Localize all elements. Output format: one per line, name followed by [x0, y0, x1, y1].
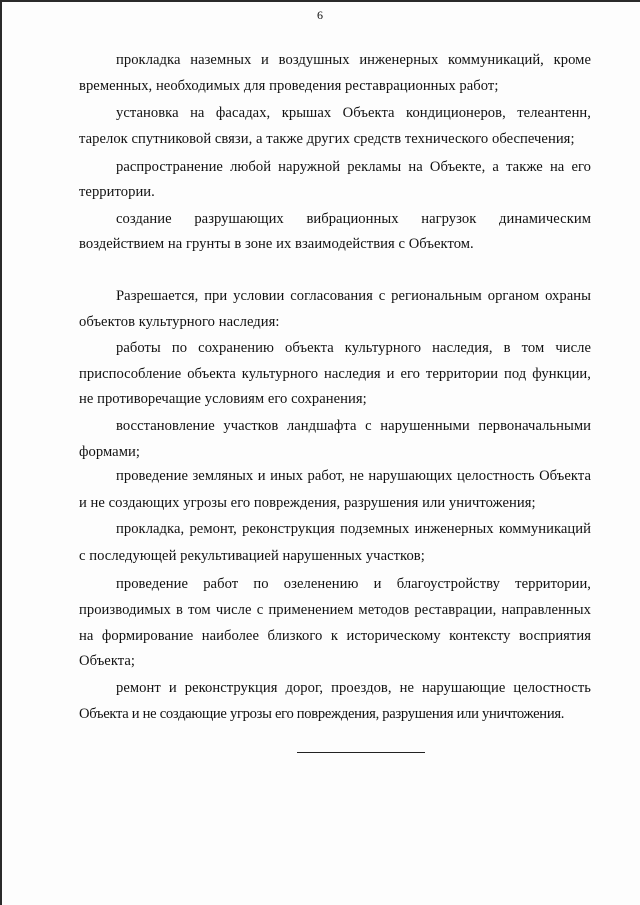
paragraph-8-line-2: и не создающих угрозы его повреждения, разрушения или уничтожения; — [79, 495, 536, 511]
paragraph-11-line-2: Объекта и не создающие угрозы его повреждения, разрушения или уничтожения. — [79, 706, 565, 722]
paragraph-1-line-2: временных, необходимых для проведения реставрационных работ; — [79, 78, 499, 94]
paragraph-8-line-1: проведение земляных и иных работ, не нарушающих целостность Объекта — [116, 468, 591, 484]
paragraph-4-line-2: воздействием на грунты в зоне их взаимодействия с Объектом. — [79, 236, 474, 252]
paragraph-3-line-1: распространение любой наружной рекламы на Объекте, а также на его — [116, 159, 591, 175]
paragraph-9-line-1: прокладка, ремонт, реконструкция подземных инженерных коммуникаций — [116, 521, 591, 537]
paragraph-10-line-3: на формирование наиболее близкого к историческому контексту восприятия — [79, 628, 591, 644]
paragraph-5-line-1: Разрешается, при условии согласования с региональным органом охраны — [116, 288, 591, 304]
paragraph-7-line-1: восстановление участков ландшафта с нарушенными первоначальными — [116, 418, 591, 434]
paragraph-6-line-1: работы по сохранению объекта культурного наследия, в том числе — [116, 340, 591, 356]
paragraph-2-line-1: установка на фасадах, крышах Объекта кондиционеров, телеантенн, — [116, 105, 591, 121]
scan-edge-left — [0, 0, 2, 905]
paragraph-6-line-2: приспособление объекта культурного наследия и его территории под функции, — [79, 366, 591, 382]
paragraph-5-line-2: объектов культурного наследия: — [79, 314, 280, 330]
paragraph-4-line-1: создание разрушающих вибрационных нагрузок динамическим — [116, 211, 591, 227]
paragraph-10-line-1: проведение работ по озеленению и благоустройству территории, — [116, 576, 591, 592]
paragraph-6-line-3: не противоречащие условиям его сохранения; — [79, 391, 367, 407]
paragraph-3-line-2: территории. — [79, 184, 155, 200]
paragraph-10-line-4: Объекта; — [79, 653, 136, 669]
scan-edge-top — [0, 0, 640, 2]
closing-divider-line — [297, 752, 425, 753]
paragraph-2-line-2: тарелок спутниковой связи, а также других средств технического обеспечения; — [79, 131, 575, 147]
paragraph-9-line-2: с последующей рекультивацией нарушенных участков; — [79, 548, 425, 564]
page-number: 6 — [317, 8, 323, 22]
paragraph-1-line-1: прокладка наземных и воздушных инженерных коммуникаций, кроме — [116, 52, 591, 68]
paragraph-11-line-1: ремонт и реконструкция дорог, проездов, не нарушающие целостность — [116, 680, 591, 696]
paragraph-7-line-2: формами; — [79, 444, 140, 460]
paragraph-10-line-2: производимых в том числе с применением методов реставрации, направленных — [79, 602, 591, 618]
